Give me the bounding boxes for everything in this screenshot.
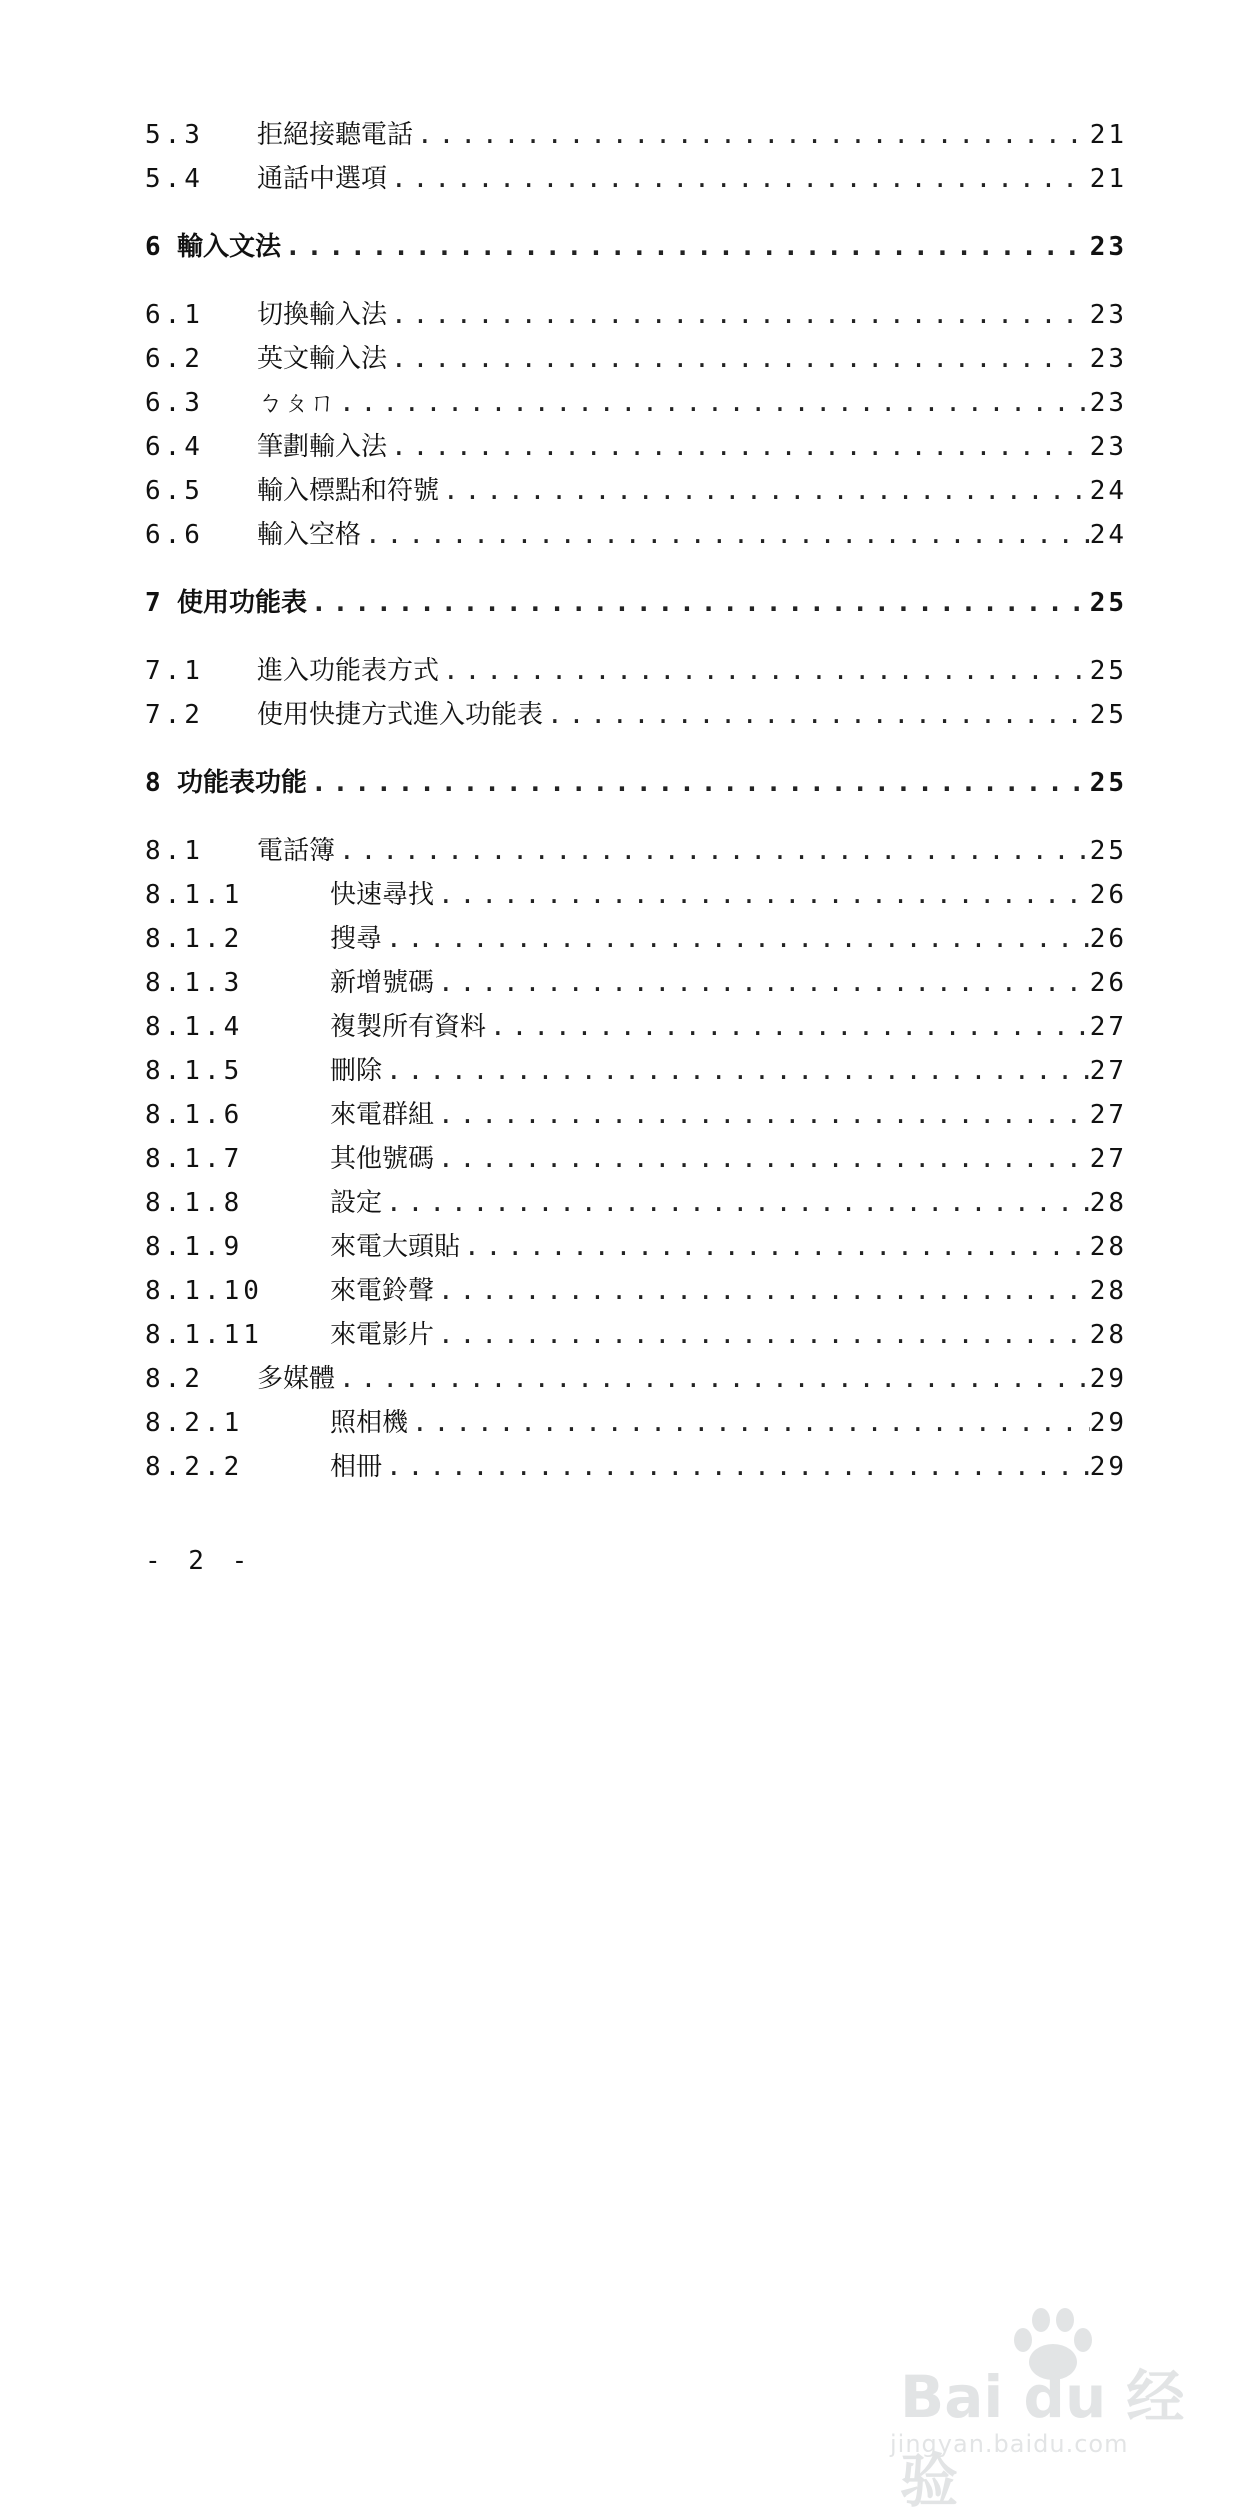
toc-page: 21 — [1089, 120, 1127, 150]
toc-row[interactable] — [145, 381, 1127, 425]
toc-page: 25 — [1089, 656, 1127, 686]
toc-page: 25 — [1089, 768, 1127, 798]
toc-title: 切換輸入法 — [257, 300, 388, 330]
dot-leader — [460, 1225, 1090, 1269]
dot-leader — [413, 113, 1090, 157]
toc-title: 設定 — [330, 1188, 383, 1218]
toc-number: 8.1.6 — [145, 1100, 244, 1130]
dot-leader — [434, 1093, 1090, 1137]
dot-leader — [439, 469, 1090, 513]
toc-title: 相冊 — [330, 1452, 383, 1482]
toc-number: 8.2.1 — [145, 1408, 244, 1438]
toc-row[interactable] — [145, 157, 1127, 201]
dot-leader — [335, 1357, 1090, 1401]
dot-leader — [361, 513, 1090, 557]
toc-title: 筆劃輸入法 — [257, 432, 388, 462]
toc-title: ㄅㄆㄇ — [257, 388, 336, 418]
toc-chapter-row[interactable] — [145, 225, 1127, 269]
toc-title: 輸入空格 — [257, 520, 362, 550]
toc-page: 25 — [1089, 836, 1127, 866]
toc-row[interactable] — [145, 513, 1127, 557]
toc-number: 8.1 — [145, 836, 204, 866]
toc-page: 29 — [1089, 1408, 1127, 1438]
toc-page: 25 — [1089, 588, 1127, 618]
toc-number: 7.1 — [145, 656, 204, 686]
toc-row[interactable] — [145, 1357, 1127, 1401]
toc-title: 照相機 — [330, 1408, 409, 1438]
toc-number: 6 — [145, 232, 165, 262]
toc-title: 刪除 — [330, 1056, 383, 1086]
toc-row[interactable] — [145, 961, 1127, 1005]
toc-number: 8.1.4 — [145, 1012, 244, 1042]
toc-page: 24 — [1089, 520, 1127, 550]
dot-leader — [307, 761, 1090, 805]
toc-row[interactable] — [145, 1401, 1127, 1445]
toc-row[interactable] — [145, 917, 1127, 961]
toc-number: 8.1.11 — [145, 1320, 263, 1350]
toc-row[interactable] — [145, 1049, 1127, 1093]
dot-leader — [387, 425, 1090, 469]
toc-page: 27 — [1089, 1144, 1127, 1174]
page-number: - 2 - — [145, 1546, 254, 1576]
watermark-url: jingyan.baidu.com — [890, 2430, 1129, 2458]
toc-row[interactable] — [145, 1181, 1127, 1225]
toc-page: 26 — [1089, 968, 1127, 998]
toc-number: 8.2 — [145, 1364, 204, 1394]
toc-number: 5.4 — [145, 164, 204, 194]
table-of-contents — [145, 113, 1127, 1489]
toc-title: 快速尋找 — [330, 880, 435, 910]
toc-page: 28 — [1089, 1188, 1127, 1218]
toc-number: 5.3 — [145, 120, 204, 150]
toc-title: 多媒體 — [257, 1364, 336, 1394]
toc-page: 29 — [1089, 1452, 1127, 1482]
toc-number: 8.1.10 — [145, 1276, 263, 1306]
toc-row[interactable] — [145, 1269, 1127, 1313]
toc-title: 來電大頭貼 — [330, 1232, 461, 1262]
toc-row[interactable] — [145, 1137, 1127, 1181]
toc-page: 23 — [1089, 388, 1127, 418]
toc-title: 搜尋 — [330, 924, 383, 954]
toc-page: 27 — [1089, 1012, 1127, 1042]
toc-number: 6.4 — [145, 432, 204, 462]
dot-leader — [382, 917, 1090, 961]
dot-leader — [408, 1401, 1090, 1445]
dot-leader — [387, 157, 1090, 201]
toc-chapter-row[interactable] — [145, 761, 1127, 805]
watermark — [880, 2300, 1220, 2515]
dot-leader — [434, 1137, 1090, 1181]
toc-row[interactable] — [145, 293, 1127, 337]
toc-row[interactable] — [145, 693, 1127, 737]
toc-page: 23 — [1089, 344, 1127, 374]
toc-title: 新增號碼 — [330, 968, 435, 998]
toc-title: 英文輸入法 — [257, 344, 388, 374]
toc-number: 8 — [145, 768, 165, 798]
dot-leader — [387, 337, 1090, 381]
toc-title: 來電群組 — [330, 1100, 435, 1130]
toc-title: 使用快捷方式進入功能表 — [257, 700, 544, 730]
toc-page: 28 — [1089, 1320, 1127, 1350]
dot-leader — [439, 649, 1090, 693]
toc-title: 來電影片 — [330, 1320, 435, 1350]
toc-title: 拒絕接聽電話 — [257, 120, 414, 150]
toc-row[interactable] — [145, 1093, 1127, 1137]
toc-page: 23 — [1089, 232, 1127, 262]
dot-leader — [382, 1445, 1090, 1489]
dot-leader — [434, 873, 1090, 917]
toc-row[interactable] — [145, 425, 1127, 469]
toc-number: 6.3 — [145, 388, 204, 418]
toc-number: 8.2.2 — [145, 1452, 244, 1482]
toc-page: 21 — [1089, 164, 1127, 194]
dot-leader — [281, 225, 1090, 269]
toc-number: 6.5 — [145, 476, 204, 506]
toc-title: 功能表功能 — [177, 768, 308, 798]
toc-title: 複製所有資料 — [330, 1012, 487, 1042]
toc-number: 8.1.2 — [145, 924, 244, 954]
toc-title: 使用功能表 — [177, 588, 308, 618]
toc-title: 其他號碼 — [330, 1144, 435, 1174]
dot-leader — [382, 1049, 1090, 1093]
dot-leader — [335, 829, 1090, 873]
toc-number: 6.1 — [145, 300, 204, 330]
toc-title: 輸入文法 — [177, 232, 282, 262]
toc-page: 23 — [1089, 300, 1127, 330]
toc-number: 8.1.9 — [145, 1232, 244, 1262]
toc-title: 輸入標點和符號 — [257, 476, 440, 506]
toc-page: 29 — [1089, 1364, 1127, 1394]
toc-row[interactable] — [145, 829, 1127, 873]
toc-number: 8.1.8 — [145, 1188, 244, 1218]
toc-chapter-row[interactable] — [145, 581, 1127, 625]
toc-number: 6.6 — [145, 520, 204, 550]
toc-title: 進入功能表方式 — [257, 656, 440, 686]
dot-leader — [382, 1181, 1090, 1225]
dot-leader — [387, 293, 1090, 337]
toc-row[interactable] — [145, 1005, 1127, 1049]
toc-row[interactable] — [145, 337, 1127, 381]
dot-leader — [335, 381, 1090, 425]
toc-number: 7 — [145, 588, 165, 618]
toc-number: 6.2 — [145, 344, 204, 374]
toc-number: 8.1.1 — [145, 880, 244, 910]
toc-page: 26 — [1089, 924, 1127, 954]
toc-title: 電話簿 — [257, 836, 336, 866]
dot-leader — [434, 1313, 1090, 1357]
toc-row[interactable] — [145, 873, 1127, 917]
toc-page: 27 — [1089, 1056, 1127, 1086]
toc-number: 8.1.3 — [145, 968, 244, 998]
dot-leader — [307, 581, 1090, 625]
toc-title: 通話中選項 — [257, 164, 388, 194]
toc-page: 27 — [1089, 1100, 1127, 1130]
toc-page: 24 — [1089, 476, 1127, 506]
toc-page: 25 — [1089, 700, 1127, 730]
toc-page: 26 — [1089, 880, 1127, 910]
dot-leader — [434, 1269, 1090, 1313]
toc-row[interactable] — [145, 1313, 1127, 1357]
dot-leader — [486, 1005, 1090, 1049]
toc-page: 23 — [1089, 432, 1127, 462]
toc-page: 28 — [1089, 1276, 1127, 1306]
toc-row[interactable] — [145, 469, 1127, 513]
toc-title: 來電鈴聲 — [330, 1276, 435, 1306]
toc-row[interactable] — [145, 1445, 1127, 1489]
toc-row[interactable] — [145, 649, 1127, 693]
toc-number: 8.1.7 — [145, 1144, 244, 1174]
dot-leader — [543, 693, 1090, 737]
toc-number: 8.1.5 — [145, 1056, 244, 1086]
dot-leader — [434, 961, 1090, 1005]
watermark-logo: Bai du 经验 — [900, 2363, 1185, 2515]
toc-number: 7.2 — [145, 700, 204, 730]
toc-page: 28 — [1089, 1232, 1127, 1262]
toc-row[interactable] — [145, 1225, 1127, 1269]
toc-row[interactable] — [145, 113, 1127, 157]
